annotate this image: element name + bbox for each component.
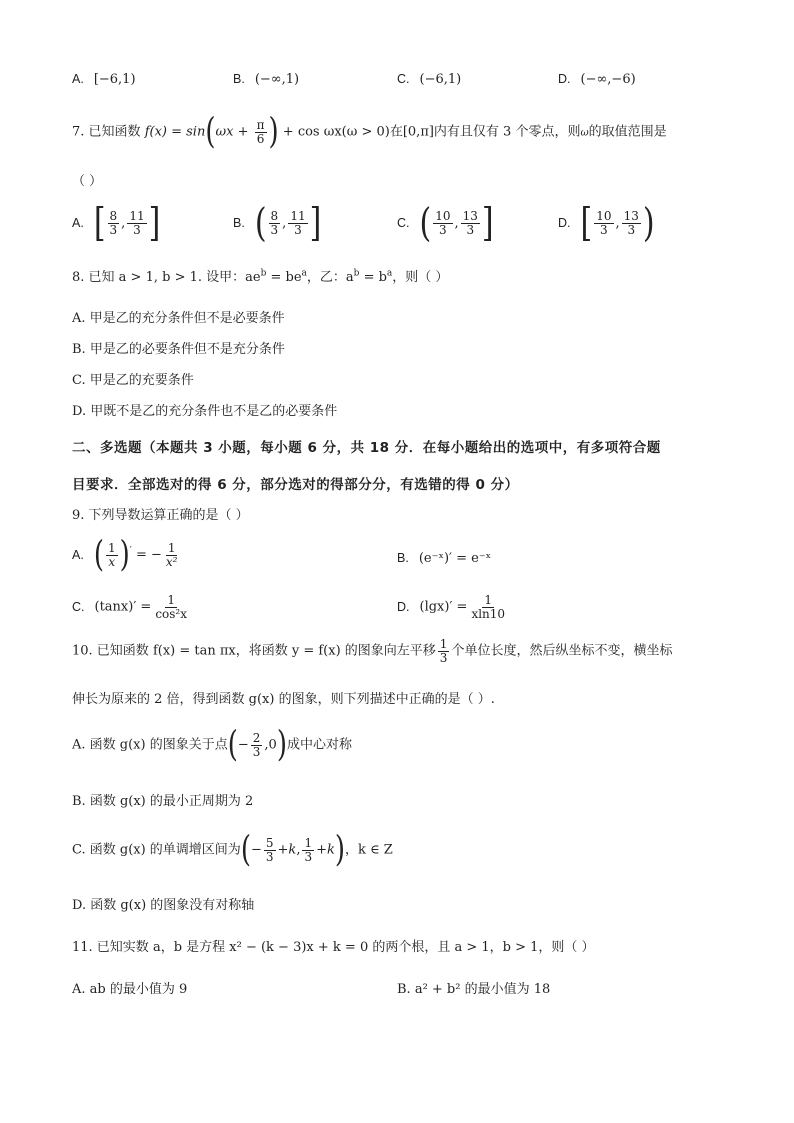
section2-heading-line1: 二、多选题（本题共 3 小题，每小题 6 分，共 18 分．在每小题给出的选项中，有多项符合题 (72, 440, 661, 456)
q7-option-a: A. [ $\frac{8}{3}$ , $\frac{11}{3}$ ] (72, 200, 161, 247)
section2-heading-line2: 目要求．全部选对的得 6 分，部分选对的得部分分，有选错的得 0 分） (72, 477, 519, 493)
q9-stem: 9. 下列导数运算正确的是（ ） (72, 508, 249, 523)
q7-answer-paren: （ ） (72, 174, 103, 189)
q8-stem: 8. 已知 a > 1, b > 1. 设甲：$ae^b = be^a$，乙：$a^b = b^a$，则（ ） (72, 268, 449, 285)
q7-stem: 7. 已知函数 f(x) = sin(ωx + $\frac{\pi}{6}$ ) + cos ωx(ω > 0)在[0,π]内有且仅有 3 个零点，则ω的取值范围是 (72, 111, 667, 153)
q11-stem: 11. 已知实数 a，b 是方程 x² − (k − 3)x + k = 0 的两个根，且 a > 1，b > 1，则（ ） (72, 940, 595, 955)
q7-option-b: B. ( $\frac{8}{3}$ , $\frac{11}{3}$ ] (233, 200, 322, 247)
q9-option-c: C. (tanx)′ = $\frac{1}{\text{cos²x}}$ (72, 593, 187, 621)
q11-option-a: A. ab 的最小值为 9 (72, 982, 188, 997)
q7-option-d: D. [ $\frac{10}{3}$ , $\frac{13}{3}$ ) (558, 200, 655, 247)
q8-option-b: B. 甲是乙的必要条件但不是充分条件 (72, 342, 285, 357)
q8-option-d: D. 甲既不是乙的充分条件也不是乙的必要条件 (72, 404, 338, 419)
q10-option-a: A. 函数 g(x) 的图象关于点(− $\frac{2}{3}$ ,0)成中心对称 (72, 724, 352, 766)
q10-stem-line1: 10. 已知函数 f(x) = tan πx，将函数 y = f(x) 的图象向左平移 $\frac{1}{3}$ 个单位长度，然后纵坐标不变，横坐标 (72, 637, 673, 665)
q6-option-d: D. (−∞,−6) (558, 72, 636, 87)
q10-option-b: B. 函数 g(x) 的最小正周期为 2 (72, 794, 254, 809)
q6-option-a: A. [−6,1) (72, 72, 136, 87)
q10-option-c: C. 函数 g(x) 的单调增区间为(− $\frac{5}{3}$ +k, $\frac{1}{3}$ +k)，k ∈ Z (72, 829, 393, 871)
q8-option-a: A. 甲是乙的充分条件但不是必要条件 (72, 311, 285, 326)
q6-option-b: B. (−∞,1) (233, 72, 300, 87)
q9-option-b: B. (e⁻ˣ)′ = e⁻ˣ (397, 551, 492, 566)
q9-option-a: A. ( $\frac{1}{x}$ )′ = − $\frac{1}{\text{x²}}$ (72, 534, 178, 576)
q10-stem-line2: 伸长为原来的 2 倍，得到函数 g(x) 的图象，则下列描述中正确的是（ ）. (72, 692, 495, 707)
q7-option-c: C. ( $\frac{10}{3}$ , $\frac{13}{3}$ ] (397, 200, 494, 247)
q11-option-b: B. a² + b² 的最小值为 18 (397, 982, 551, 997)
q8-option-c: C. 甲是乙的充要条件 (72, 373, 194, 388)
q10-option-d: D. 函数 g(x) 的图象没有对称轴 (72, 898, 255, 913)
q6-option-c: C. (−6,1) (397, 72, 462, 87)
q9-option-d: D. (lgx)′ = $\frac{1}{xln10}$ (397, 593, 506, 621)
